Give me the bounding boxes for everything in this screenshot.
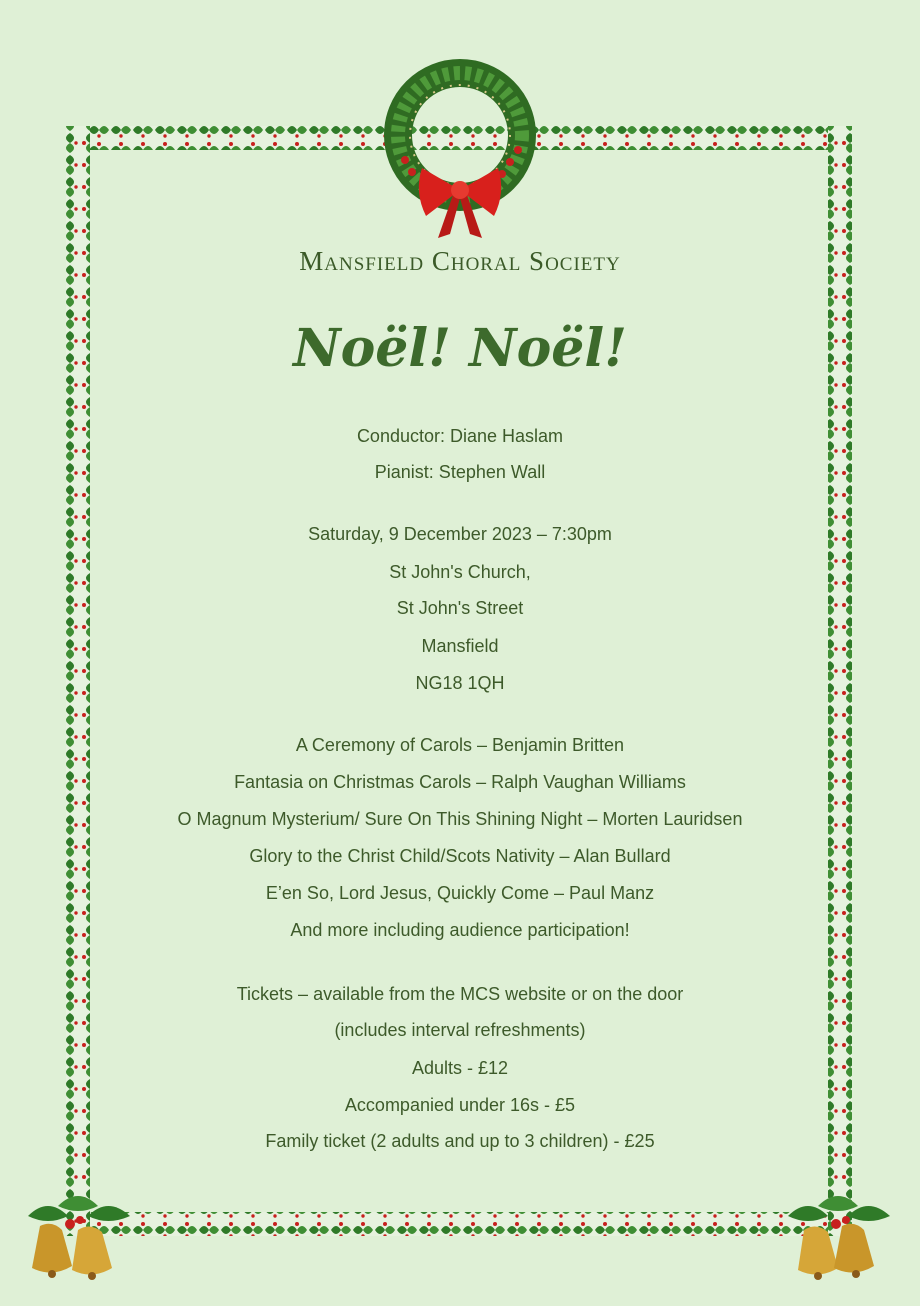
programme-item: Glory to the Christ Child/Scots Nativity – Alan Bullard	[249, 846, 671, 866]
conductor-line: Conductor: Diane Haslam	[356, 426, 564, 446]
society-name: Mansfield Choral Society	[299, 246, 621, 276]
programme-item: A Ceremony of Carols – Benjamin Britten	[295, 735, 625, 755]
date-line: Saturday, 9 December 2023 – 7:30pm	[308, 524, 612, 544]
pianist-line: Pianist: Stephen Wall	[374, 462, 546, 482]
programme-item: O Magnum Mysterium/ Sure On This Shining Night – Morten Lauridsen	[177, 809, 743, 829]
venue-line: St John's Church,	[389, 562, 531, 582]
programme-item: Fantasia on Christmas Carols – Ralph Vaughan Williams	[234, 772, 686, 792]
programme-item: E’en So, Lord Jesus, Quickly Come – Paul Manz	[265, 883, 655, 903]
programme-item: And more including audience participation!	[290, 920, 630, 940]
venue-line: Mansfield	[421, 636, 499, 656]
venue-line: St John's Street	[396, 598, 524, 618]
price-line: Family ticket (2 adults and up to 3 children) - £25	[265, 1131, 655, 1151]
price-line: Adults - £12	[411, 1058, 509, 1078]
postcode-line: NG18 1QH	[415, 673, 505, 693]
tickets-line: Tickets – available from the MCS website or on the door	[236, 984, 684, 1004]
page-title: Noël! Noël!	[293, 318, 627, 379]
tickets-line: (includes interval refreshments)	[334, 1020, 586, 1040]
price-line: Accompanied under 16s - £5	[344, 1095, 576, 1115]
